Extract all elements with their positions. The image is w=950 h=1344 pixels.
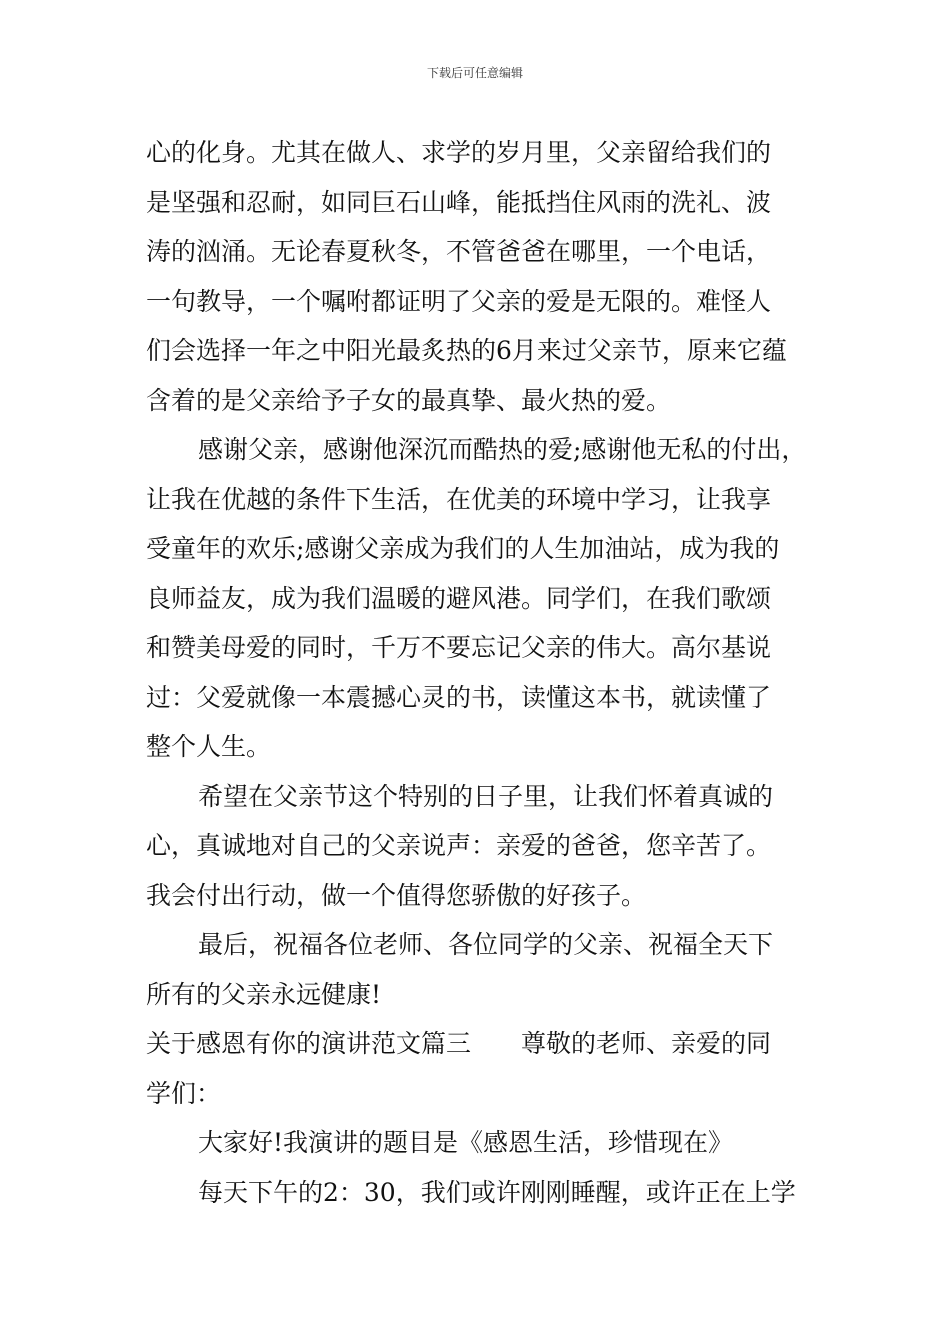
- text-line: 受童年的欢乐;感谢父亲成为我们的人生加油站，成为我的: [146, 534, 780, 563]
- document-body: [146, 128, 821, 1217]
- text-line: 大家好!我演讲的题目是《感恩生活，珍惜现在》: [198, 1128, 734, 1157]
- text-line: 最后，祝福各位老师、各位同学的父亲、祝福全天下: [198, 930, 774, 959]
- text-line: 们会选择一年之中阳光最炙热的6月来过父亲节，原来它蕴: [146, 336, 787, 365]
- text-line: 良师益友，成为我们温暖的避风港。同学们，在我们歌颂: [146, 583, 772, 613]
- text-line: 整个人生。: [146, 732, 272, 761]
- text-line: 过：父爱就像一本震撼心灵的书，读懂这本书，就读懂了: [146, 682, 772, 712]
- text-line: 是坚强和忍耐，如同巨石山峰，能抵挡住风雨的洗礼、波: [146, 187, 772, 217]
- text-line: 让我在优越的条件下生活，在优美的环境中学习，让我享: [146, 484, 772, 514]
- text-line: 关于感恩有你的演讲范文篇三 尊敬的老师、亲爱的同: [146, 1029, 772, 1058]
- text-line: 涛的汹涌。无论春夏秋冬，不管爸爸在哪里，一个电话，: [146, 237, 772, 266]
- text-line: 感谢父亲，感谢他深沉而酷热的爱;感谢他无私的付出，: [198, 435, 807, 464]
- text-line: 一句教导，一个嘱咐都证明了父亲的爱是无限的。难怪人: [146, 286, 772, 316]
- text-line: 所有的父亲永远健康!: [146, 979, 382, 1009]
- text-line: 学们：: [146, 1078, 222, 1108]
- text-line: 心，真诚地对自己的父亲说声：亲爱的爸爸，您辛苦了。: [146, 831, 772, 860]
- text-line: 心的化身。尤其在做人、求学的岁月里，父亲留给我们的: [146, 138, 772, 167]
- text-line: 我会付出行动，做一个值得您骄傲的好孩子。: [146, 880, 647, 910]
- text-line: 含着的是父亲给予子女的最真挚、最火热的爱。: [146, 385, 672, 415]
- text-line: 每天下午的2：30，我们或许刚刚睡醒，或许正在上学: [198, 1177, 796, 1207]
- page-header: 下载后可任意编辑: [426, 66, 523, 80]
- text-line: 希望在父亲节这个特别的日子里，让我们怀着真诚的: [198, 781, 774, 811]
- text-line: 和赞美母爱的同时，千万不要忘记父亲的伟大。高尔基说: [146, 633, 772, 662]
